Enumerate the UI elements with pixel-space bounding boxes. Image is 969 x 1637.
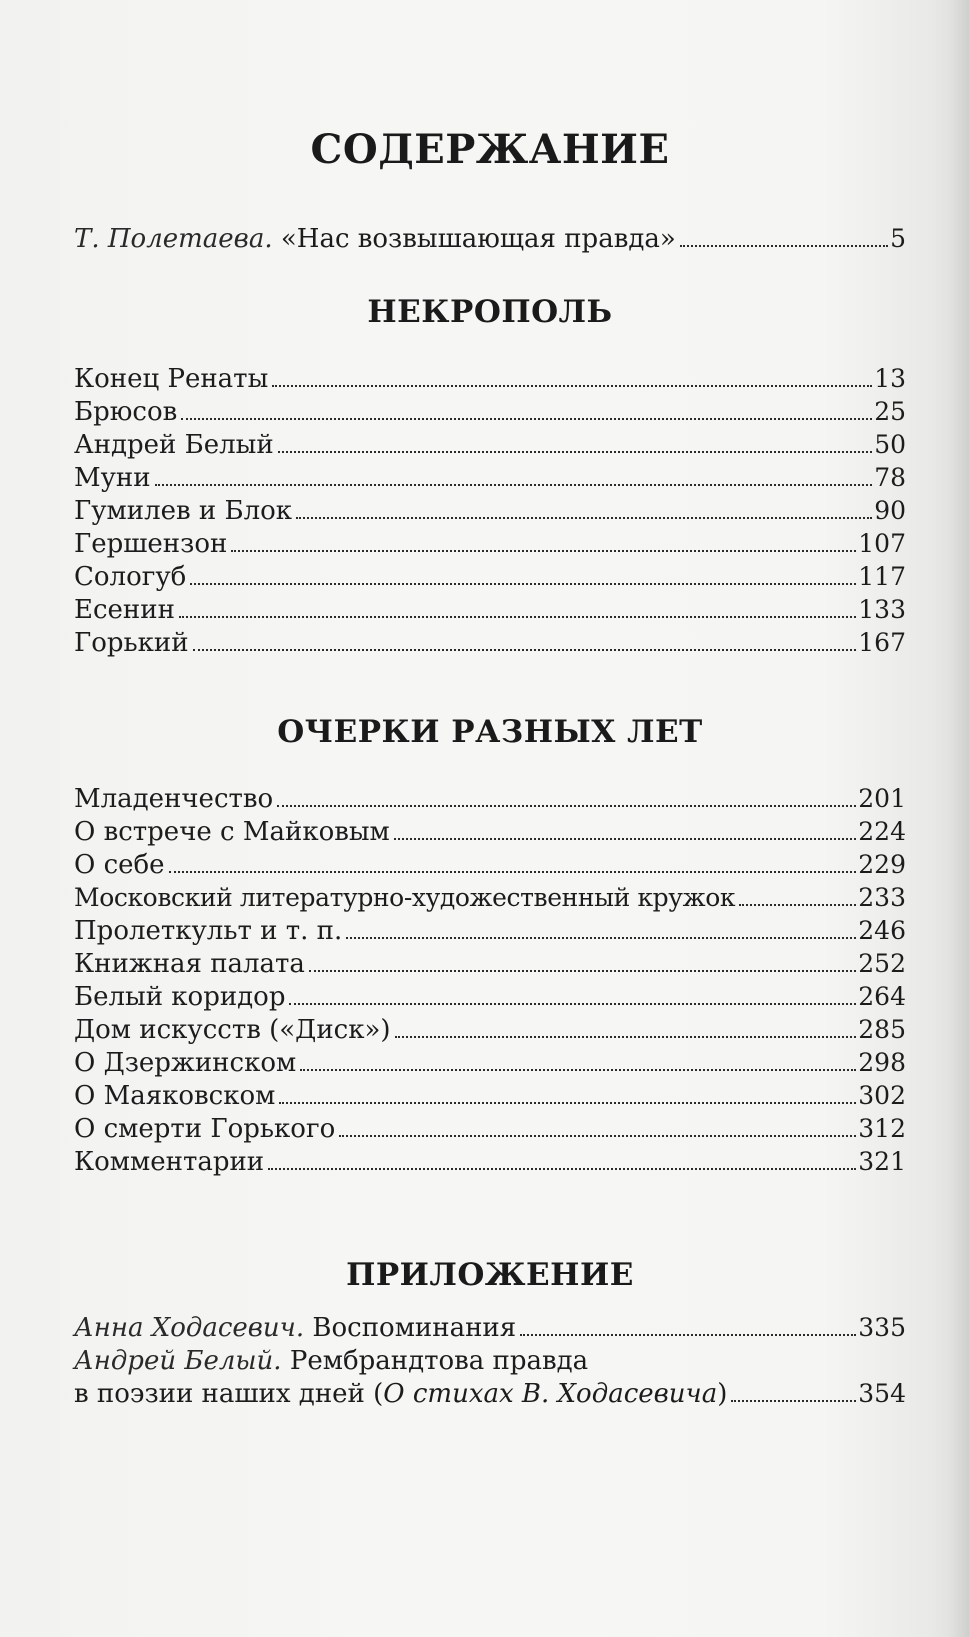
toc-entry-title: Брюсов (74, 397, 178, 427)
dot-leader (190, 583, 856, 585)
toc-entry-title: О Маяковском (74, 1081, 276, 1111)
toc-entry-page: 285 (858, 1015, 906, 1044)
toc-entry-page: 233 (858, 883, 906, 912)
toc-entry-page: 5 (890, 224, 906, 253)
toc-entry (74, 1311, 906, 1345)
toc-entry-title: Московский литературно-художественный кружок (74, 883, 736, 912)
toc-entry (74, 980, 906, 1014)
toc-entry (74, 1112, 906, 1146)
dot-leader (346, 937, 856, 939)
toc-entry (74, 527, 906, 561)
section-heading-essays: ОЧЕРКИ РАЗНЫХ ЛЕТ (277, 714, 703, 750)
toc-entry-page: 264 (858, 982, 906, 1011)
toc-entry-title: Воспоминания (312, 1313, 517, 1343)
toc-entry-page: 224 (858, 817, 906, 846)
toc-entry-title: О встрече с Майковым (74, 817, 390, 847)
toc-entry-subtitle: О стихах В. Ходасевича (383, 1379, 718, 1409)
toc-entry-title: Комментарии (74, 1147, 265, 1177)
toc-entry (74, 461, 906, 495)
toc-entry-page: 107 (858, 529, 906, 558)
toc-entry-page: 312 (858, 1114, 906, 1143)
toc-entry-title-prefix: в поэзии наших дней ( (74, 1379, 384, 1409)
dot-leader (395, 1036, 857, 1038)
toc-entry (74, 428, 906, 462)
toc-entry (74, 626, 906, 660)
toc-entry-page: 167 (858, 628, 906, 657)
dot-leader (268, 1168, 856, 1170)
dot-leader (680, 245, 888, 247)
toc-entry-page: 25 (874, 397, 906, 426)
toc-entry-author: Анна Ходасевич. (74, 1313, 305, 1343)
toc-entry (74, 395, 906, 429)
dot-leader (278, 451, 873, 453)
toc-entry (74, 1013, 906, 1047)
toc-entry-page: 252 (858, 949, 906, 978)
toc-entry-page: 335 (858, 1313, 906, 1342)
toc-entry-text (74, 1377, 727, 1411)
toc-entry-second-line (74, 1377, 906, 1411)
toc-entry-title: Муни (74, 463, 151, 493)
dot-leader (296, 517, 872, 519)
toc-entry (74, 1145, 906, 1179)
toc-entry-title: О смерти Горького (74, 1114, 336, 1144)
toc-entry-title-suffix: ) (717, 1379, 728, 1409)
toc-entry-text (74, 1311, 516, 1345)
toc-entry-title: Младенчество (74, 784, 274, 814)
dot-leader (339, 1135, 856, 1137)
dot-leader (279, 1102, 856, 1104)
toc-entry-title: «Нас возвышающая правда» (280, 224, 676, 254)
toc-entry (74, 1046, 906, 1080)
toc-entry-page: 78 (874, 463, 906, 492)
toc-entry (74, 914, 906, 948)
toc-entry (74, 848, 906, 882)
dot-leader (179, 616, 856, 618)
toc-entry-title: Гумилев и Блок (74, 496, 292, 526)
toc-entry-text (74, 222, 676, 256)
dot-leader (731, 1400, 856, 1402)
toc-entry-title: Рембрандтова правда (289, 1346, 589, 1376)
toc-entry-page: 229 (858, 850, 906, 879)
toc-entry (74, 362, 906, 396)
toc-entry-title: Есенин (74, 595, 175, 625)
toc-entry (74, 494, 906, 528)
dot-leader (231, 550, 856, 552)
toc-entry-title: Конец Ренаты (74, 364, 269, 394)
toc-entry (74, 782, 906, 816)
toc-entry-page: 50 (874, 430, 906, 459)
page-title: СОДЕРЖАНИЕ (310, 126, 670, 173)
toc-entry-page: 90 (874, 496, 906, 525)
toc-entry-page: 201 (858, 784, 906, 813)
toc-entry-page: 117 (858, 562, 906, 591)
dot-leader (300, 1069, 856, 1071)
toc-entry-intro (74, 222, 906, 256)
dot-leader (169, 871, 857, 873)
toc-entry-title: Книжная палата (74, 949, 305, 979)
toc-entry (74, 560, 906, 594)
toc-entry (74, 1079, 906, 1113)
toc-entry (74, 881, 906, 915)
dot-leader (289, 1003, 856, 1005)
dot-leader (193, 649, 857, 651)
toc-entry-title: Белый коридор (74, 982, 286, 1012)
toc-entry-page: 354 (858, 1379, 906, 1408)
toc-entry-page: 246 (858, 916, 906, 945)
toc-entry (74, 947, 906, 981)
toc-entry-author: Т. Полетаева. (74, 224, 273, 254)
toc-entry-author: Андрей Белый. (74, 1346, 282, 1376)
dot-leader (520, 1334, 856, 1336)
toc-entry-title: Гершензон (74, 529, 228, 559)
section-heading-appendix: ПРИЛОЖЕНИЕ (346, 1257, 634, 1293)
toc-entry-title: О Дзержинском (74, 1048, 297, 1078)
dot-leader (272, 385, 872, 387)
toc-entry-page: 13 (874, 364, 906, 393)
toc-entry-title: Андрей Белый (74, 430, 274, 460)
page-edge-shadow (949, 0, 969, 1637)
toc-entry-page: 321 (858, 1147, 906, 1176)
dot-leader (394, 838, 857, 840)
toc-entry-title: Сологуб (74, 562, 187, 592)
dot-leader (181, 418, 872, 420)
toc-entry-first-line (74, 1344, 588, 1378)
dot-leader (739, 904, 856, 906)
toc-entry-page: 302 (858, 1081, 906, 1110)
dot-leader (309, 970, 856, 972)
toc-entry (74, 593, 906, 627)
toc-entry-title: Дом искусств («Диск») (74, 1015, 391, 1045)
section-heading-necropolis: НЕКРОПОЛЬ (367, 294, 613, 330)
toc-entry-page: 133 (858, 595, 906, 624)
dot-leader (277, 805, 856, 807)
toc-entry-title: Горький (74, 628, 189, 658)
toc-entry-page: 298 (858, 1048, 906, 1077)
dot-leader (155, 484, 873, 486)
toc-entry-title: Пролеткульт и т. п. (74, 916, 343, 946)
toc-entry (74, 815, 906, 849)
toc-entry-title: О себе (74, 850, 165, 880)
